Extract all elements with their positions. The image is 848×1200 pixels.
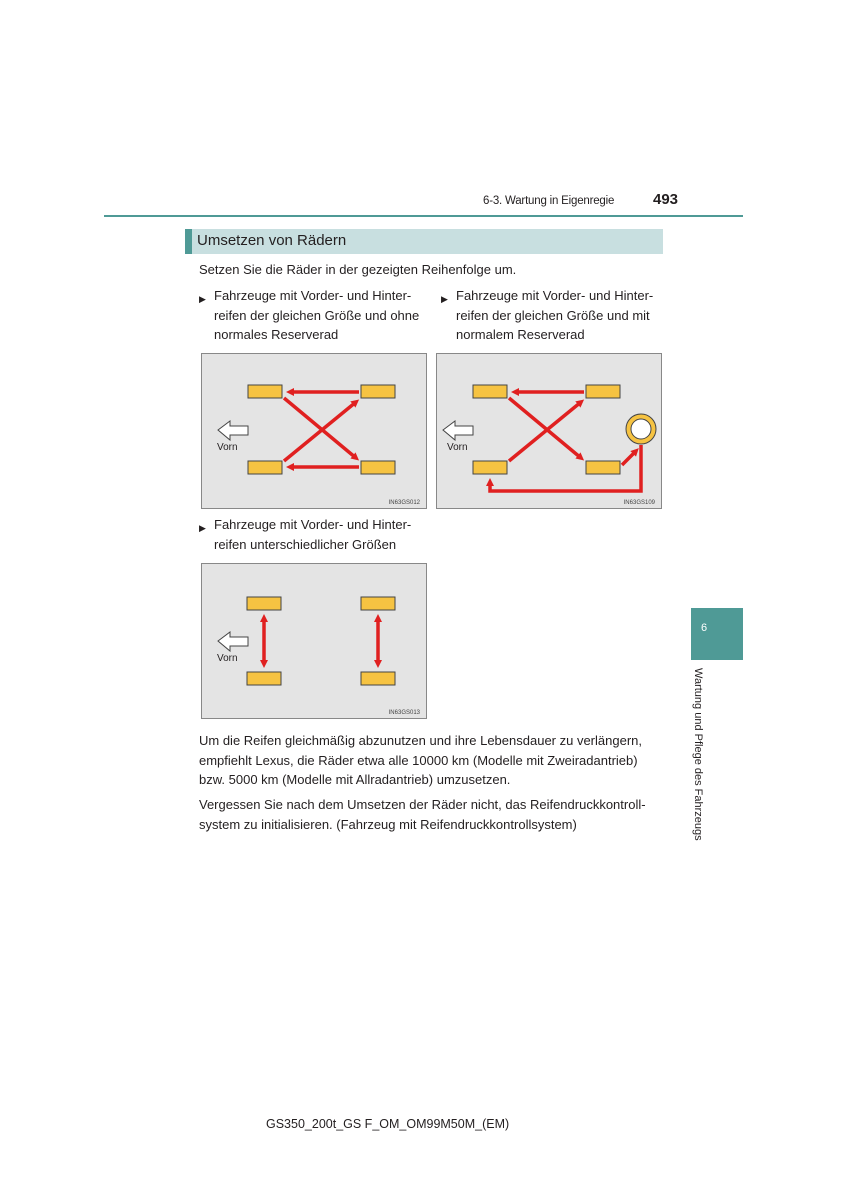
arrow [284, 402, 356, 461]
figure-code: IN63GS012 [388, 500, 420, 506]
tire-rear-right [361, 672, 395, 685]
tire-front-left [248, 385, 282, 398]
rotation-diagram [202, 354, 428, 510]
rotation-diagram [202, 564, 428, 720]
footer-doc-code: GS350_200t_GS F_OM_OM99M50M_(EM) [266, 1117, 510, 1131]
chapter-section-label: 6-3. Wartung in Eigenregie [483, 195, 615, 207]
figure-rotation-different-sizes [201, 563, 427, 719]
bullet-different-sizes [199, 515, 429, 554]
paragraph-line: bzw. 5000 km (Modelle mit Allradantrieb) umzusetzen. [199, 772, 511, 787]
page-number: 493 [653, 191, 679, 208]
front-arrow-icon [218, 632, 248, 651]
figure-code: IN63GS109 [623, 500, 655, 506]
paragraph-line: Um die Reifen gleichmäßig abzunutzen und ihre Lebensdauer zu verlängern, [199, 733, 642, 748]
figure-code: IN63GS013 [388, 710, 420, 716]
spare-tire-hub [631, 419, 651, 439]
tire-rear-right [586, 461, 620, 474]
front-label: Vorn [217, 442, 238, 453]
bullet-same-size-with-spare [441, 286, 671, 345]
tire-rear-left [586, 385, 620, 398]
bullet-same-size-no-spare [199, 286, 429, 345]
bullet-line: reifen der gleichen Größe und ohne [214, 307, 420, 323]
header-rule [104, 215, 743, 217]
bullet-line: normales Reserverad [214, 327, 339, 342]
bullet-triangle-icon: ▶ [199, 523, 206, 533]
chapter-side-label-text: Wartung und Pflege des Fahrzeugs [692, 668, 704, 841]
paragraph-line: Vergessen Sie nach dem Umsetzen der Räder nicht, das Reifendruckkontroll- [199, 797, 646, 812]
paragraph-line: empfiehlt Lexus, die Räder etwa alle 10000 km (Modelle mit Zweiradantrieb) [199, 752, 638, 768]
tire-rear-left [361, 597, 395, 610]
bullet-line: Fahrzeuge mit Vorder- und Hinter- [214, 288, 412, 303]
tire-rear-left [361, 385, 395, 398]
chapter-number: 6 [700, 622, 708, 634]
arrow [509, 398, 581, 458]
paragraph-line: system zu initialisieren. (Fahrzeug mit Reifendruckkontrollsystem) [199, 816, 577, 832]
tire-rear-right [361, 461, 395, 474]
section-title: Umsetzen von Rädern [197, 232, 347, 249]
front-arrow-icon [443, 421, 473, 440]
paragraph-rotation-interval [199, 731, 661, 790]
tire-front-right [247, 672, 281, 685]
tire-front-right [473, 461, 507, 474]
front-label: Vorn [217, 653, 238, 664]
bullet-line: reifen der gleichen Größe und mit [456, 307, 650, 323]
tire-front-right [248, 461, 282, 474]
bullet-line: Fahrzeuge mit Vorder- und Hinter- [456, 288, 654, 303]
arrow [284, 398, 356, 458]
bullet-line: Fahrzeuge mit Vorder- und Hinter- [214, 517, 412, 532]
tire-front-left [247, 597, 281, 610]
section-title-accent [185, 229, 192, 254]
tire-front-left [473, 385, 507, 398]
arrow [622, 451, 636, 465]
front-label: Vorn [447, 442, 468, 453]
paragraph-tpms-reset [199, 795, 661, 834]
chapter-tab [691, 608, 743, 660]
rotation-diagram [437, 354, 663, 510]
bullet-triangle-icon: ▶ [441, 294, 448, 304]
bullet-triangle-icon: ▶ [199, 294, 206, 304]
intro-text: Setzen Sie die Räder in der gezeigten Reihenfolge um. [199, 262, 517, 277]
figure-rotation-with-spare [436, 353, 662, 509]
figure-rotation-no-spare [201, 353, 427, 509]
chapter-side-label [690, 668, 704, 848]
arrow [509, 402, 581, 461]
bullet-line: reifen unterschiedlicher Größen [214, 536, 397, 552]
front-arrow-icon [218, 421, 248, 440]
bullet-line: normalem Reserverad [456, 327, 585, 342]
